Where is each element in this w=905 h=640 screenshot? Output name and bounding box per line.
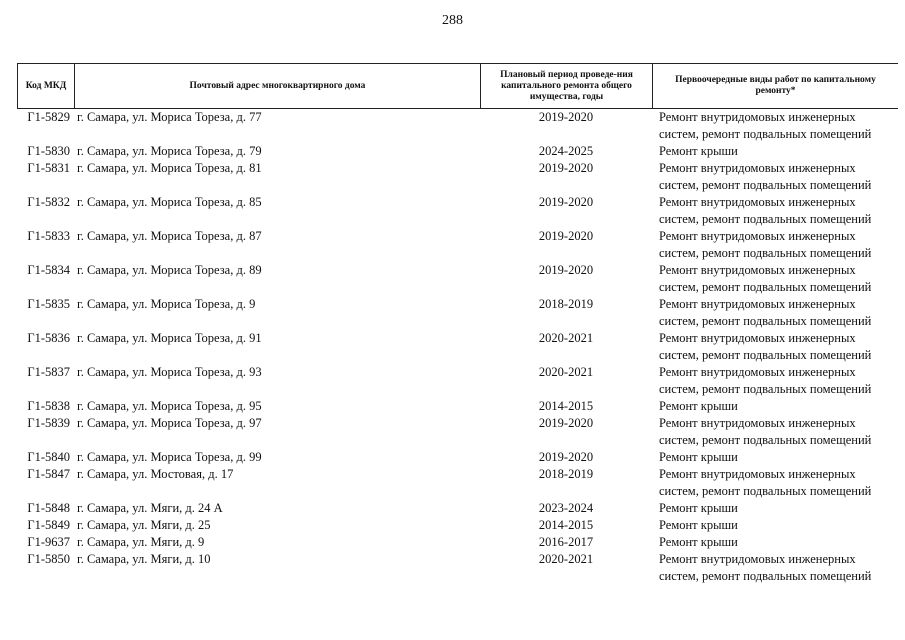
cell-code: Г1-5840 <box>27 450 70 464</box>
cell-period: 2019-2020 <box>538 263 594 277</box>
table-row <box>17 449 897 466</box>
cell-period: 2019-2020 <box>538 195 594 209</box>
cell-period: 2016-2017 <box>538 535 594 549</box>
cell-works: Ремонт внутридомовых инженерных систем, ремонт подвальных помещений <box>659 467 872 498</box>
cell-code: Г1-5836 <box>27 331 70 345</box>
cell-code: Г1-5835 <box>27 297 70 311</box>
cell-period: 2020-2021 <box>538 365 594 379</box>
table-row <box>17 551 897 585</box>
cell-code: Г1-5832 <box>27 195 70 209</box>
cell-code: Г1-5831 <box>27 161 70 175</box>
cell-code: Г1-5837 <box>27 365 70 379</box>
cell-code: Г1-5848 <box>27 501 70 515</box>
table-row <box>17 228 897 262</box>
cell-period: 2019-2020 <box>538 161 594 175</box>
cell-period: 2020-2021 <box>538 552 594 566</box>
cell-code: Г1-9637 <box>27 535 70 549</box>
cell-works: Ремонт внутридомовых инженерных систем, ремонт подвальных помещений <box>659 365 872 396</box>
cell-address: г. Самара, ул. Мориса Тореза, д. 81 <box>77 161 262 175</box>
cell-works: Ремонт внутридомовых инженерных систем, ремонт подвальных помещений <box>659 263 872 294</box>
cell-works: Ремонт внутридомовых инженерных систем, ремонт подвальных помещений <box>659 416 872 447</box>
cell-period: 2024-2025 <box>538 144 594 158</box>
table-row <box>17 296 897 330</box>
cell-period: 2018-2019 <box>538 297 594 311</box>
cell-works: Ремонт внутридомовых инженерных систем, ремонт подвальных помещений <box>659 195 872 226</box>
table-row <box>17 160 897 194</box>
cell-address: г. Самара, ул. Мориса Тореза, д. 89 <box>77 263 262 277</box>
cell-address: г. Самара, ул. Мориса Тореза, д. 77 <box>77 110 262 124</box>
cell-address: г. Самара, ул. Мориса Тореза, д. 95 <box>77 399 262 413</box>
cell-address: г. Самара, ул. Мяги, д. 24 А <box>77 501 223 515</box>
cell-code: Г1-5830 <box>27 144 70 158</box>
table-row <box>17 466 897 500</box>
cell-code: Г1-5850 <box>27 552 70 566</box>
cell-works: Ремонт крыши <box>659 450 738 464</box>
cell-address: г. Самара, ул. Мориса Тореза, д. 91 <box>77 331 262 345</box>
cell-works: Ремонт внутридомовых инженерных систем, ремонт подвальных помещений <box>659 331 872 362</box>
cell-period: 2023-2024 <box>538 501 594 515</box>
cell-works: Ремонт крыши <box>659 501 738 515</box>
cell-period: 2014-2015 <box>538 399 594 413</box>
header-works: Первоочередные виды работ по капитальному ремонту* <box>675 75 876 96</box>
cell-period: 2014-2015 <box>538 518 594 532</box>
cell-address: г. Самара, ул. Мостовая, д. 17 <box>77 467 234 481</box>
cell-period: 2019-2020 <box>538 450 594 464</box>
cell-address: г. Самара, ул. Мориса Тореза, д. 79 <box>77 144 262 158</box>
cell-period: 2018-2019 <box>538 467 594 481</box>
cell-address: г. Самара, ул. Мяги, д. 9 <box>77 535 205 549</box>
table-row <box>17 330 897 364</box>
cell-code: Г1-5839 <box>27 416 70 430</box>
cell-period: 2019-2020 <box>538 229 594 243</box>
cell-works: Ремонт крыши <box>659 518 738 532</box>
table-header <box>17 63 898 109</box>
cell-address: г. Самара, ул. Мориса Тореза, д. 99 <box>77 450 262 464</box>
cell-address: г. Самара, ул. Мориса Тореза, д. 97 <box>77 416 262 430</box>
cell-code: Г1-5833 <box>27 229 70 243</box>
cell-code: Г1-5838 <box>27 399 70 413</box>
cell-works: Ремонт внутридомовых инженерных систем, ремонт подвальных помещений <box>659 552 872 583</box>
header-period: Плановый период проведе-ния капитального ремонта общего имущества, годы <box>481 64 653 108</box>
header-code: Код МКД <box>18 64 75 108</box>
table-row <box>17 143 897 160</box>
table-row <box>17 517 897 534</box>
cell-address: г. Самара, ул. Мориса Тореза, д. 85 <box>77 195 262 209</box>
cell-works: Ремонт внутридомовых инженерных систем, ремонт подвальных помещений <box>659 110 872 141</box>
table-row <box>17 398 897 415</box>
cell-address: г. Самара, ул. Мориса Тореза, д. 87 <box>77 229 262 243</box>
cell-code: Г1-5849 <box>27 518 70 532</box>
cell-works: Ремонт крыши <box>659 399 738 413</box>
cell-period: 2020-2021 <box>538 331 594 345</box>
cell-works: Ремонт внутридомовых инженерных систем, ремонт подвальных помещений <box>659 229 872 260</box>
table-body <box>17 109 897 585</box>
cell-works: Ремонт крыши <box>659 535 738 549</box>
table-row <box>17 364 897 398</box>
table-row <box>17 109 897 143</box>
table-row <box>17 262 897 296</box>
cell-code: Г1-5834 <box>27 263 70 277</box>
table-row <box>17 534 897 551</box>
cell-address: г. Самара, ул. Мяги, д. 25 <box>77 518 211 532</box>
header-address: Почтовый адрес многоквартирного дома <box>75 64 481 108</box>
table-row <box>17 415 897 449</box>
cell-code: Г1-5847 <box>27 467 70 481</box>
page-number: 288 <box>442 13 463 28</box>
cell-works: Ремонт внутридомовых инженерных систем, ремонт подвальных помещений <box>659 297 872 328</box>
cell-period: 2019-2020 <box>538 110 594 124</box>
cell-works: Ремонт крыши <box>659 144 738 158</box>
cell-code: Г1-5829 <box>27 110 70 124</box>
table-row <box>17 500 897 517</box>
cell-period: 2019-2020 <box>538 416 594 430</box>
table-row <box>17 194 897 228</box>
cell-address: г. Самара, ул. Мориса Тореза, д. 9 <box>77 297 256 311</box>
cell-address: г. Самара, ул. Мориса Тореза, д. 93 <box>77 365 262 379</box>
cell-address: г. Самара, ул. Мяги, д. 10 <box>77 552 211 566</box>
cell-works: Ремонт внутридомовых инженерных систем, ремонт подвальных помещений <box>659 161 872 192</box>
